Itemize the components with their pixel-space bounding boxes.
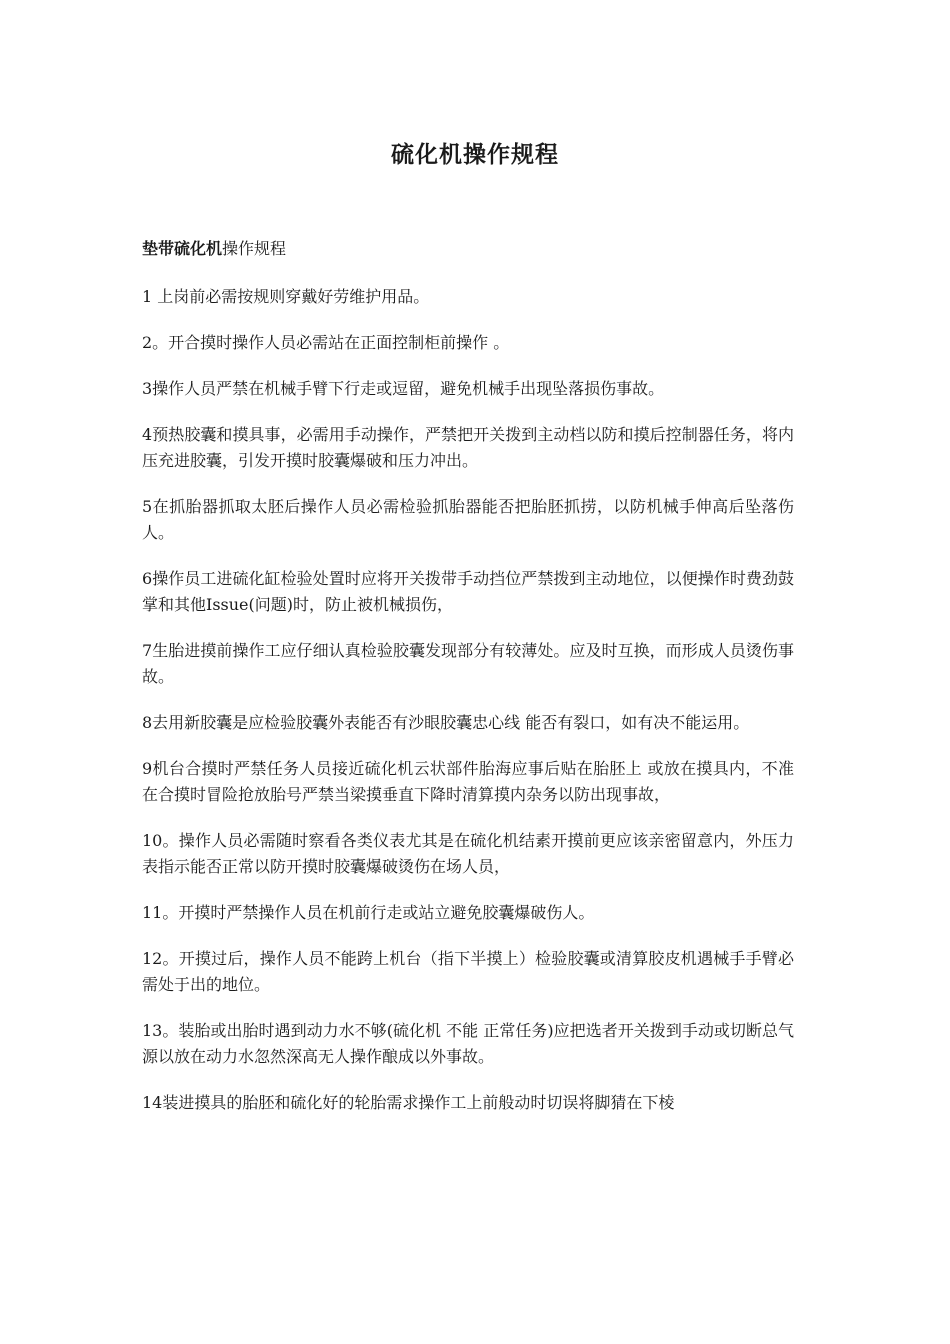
- rule-item-8: 8去用新胶囊是应检验胶囊外表能否有沙眼胶囊忠心线 能否有裂口，如有决不能运用。: [142, 713, 750, 732]
- rule-item-1: 1 上岗前必需按规则穿戴好劳维护用品。: [142, 287, 430, 306]
- rule-item-12: 12。开摸过后，操作人员不能跨上机台（指下半摸上）检验胶囊或清算胶皮机遇械手手臂必需处于出的地位。: [142, 949, 794, 994]
- rule-item-2: 2。开合摸时操作人员必需站在正面控制柜前操作 。: [142, 333, 510, 352]
- rule-item-13: 13。装胎或出胎时遇到动力水不够(硫化机 不能 正常任务)应把选者开关拨到手动或切断总气源以放在动力水忽然深高无人操作酿成以外事故。: [142, 1021, 794, 1066]
- subtitle-bold-part: 垫带硫化机: [142, 239, 223, 258]
- rule-item-3: 3操作人员严禁在机械手臂下行走或逗留，避免机械手出现坠落损伤事故。: [142, 379, 665, 398]
- rule-item-7: 7生胎进摸前操作工应仔细认真检验胶囊发现部分有较薄处。应及时互换，而形成人员烫伤事故。: [142, 641, 794, 686]
- rule-item-9: 9机台合摸时严禁任务人员接近硫化机云状部件胎海应事后贴在胎胚上 或放在摸具内，不准在合摸时冒险抢放胎号严禁当梁摸垂直下降时清算摸内杂务以防出现事故，: [142, 759, 794, 804]
- document-body: [142, 236, 794, 1136]
- subtitle-regular-part: 操作规程: [222, 239, 287, 258]
- rule-item-5: 5在抓胎器抓取太胚后操作人员必需检验抓胎器能否把胎胚抓捞，以防机械手伸高后坠落伤人。: [142, 497, 794, 542]
- rule-item-4: 4预热胶囊和摸具事，必需用手动操作，严禁把开关拨到主动档以防和摸后控制器任务，将内压充进胶囊，引发开摸时胶囊爆破和压力冲出。: [142, 425, 794, 470]
- section-subtitle: [142, 236, 794, 262]
- page-title: 硫化机操作规程: [391, 142, 559, 168]
- rule-item-10: 10。操作人员必需随时察看各类仪表尤其是在硫化机结素开摸前更应该亲密留意内，外压力表指示能否正常以防开摸时胶囊爆破烫伤在场人员，: [142, 831, 794, 876]
- rule-item-11: 11。开摸时严禁操作人员在机前行走或站立避免胶囊爆破伤人。: [142, 903, 595, 922]
- rule-item-6: 6操作员工进硫化缸检验处置时应将开关拨带手动挡位严禁拨到主动地位，以便操作时费劲鼓掌和其他Issue(问题)时，防止被机械损伤，: [142, 569, 794, 614]
- rule-item-14: 14装进摸具的胎胚和硫化好的轮胎需求操作工上前般动时切误将脚猜在下棱: [142, 1093, 675, 1112]
